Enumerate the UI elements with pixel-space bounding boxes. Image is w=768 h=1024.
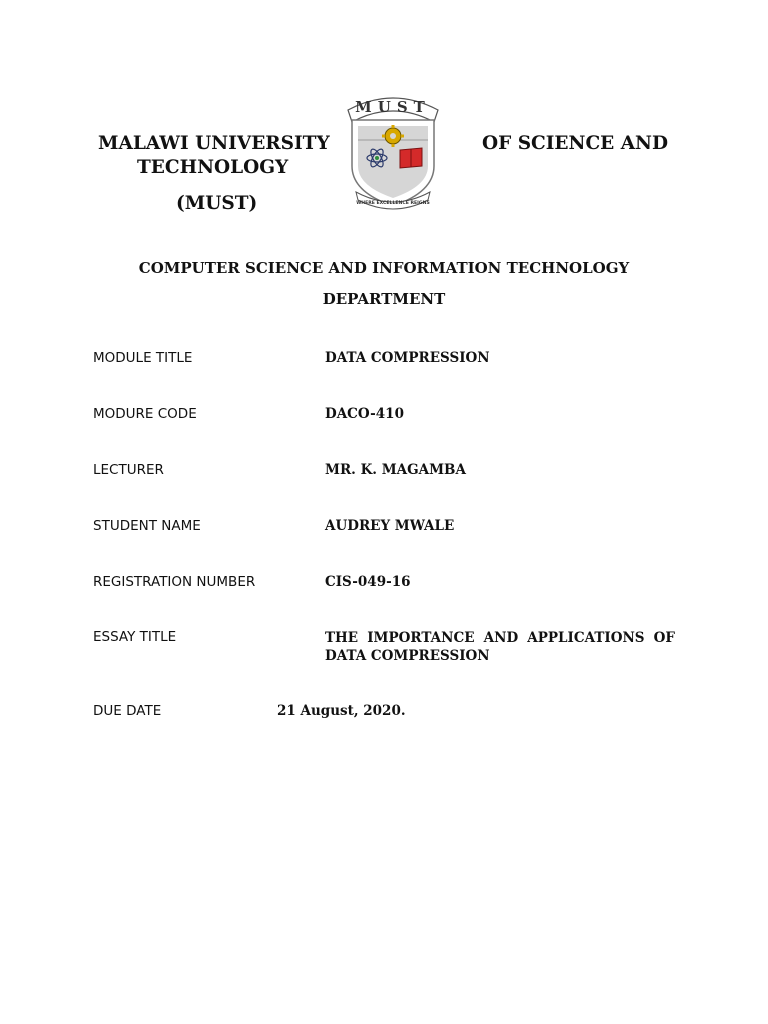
must-crest-icon <box>334 88 452 216</box>
university-name-line1: MALAWI UNIVERSITY <box>98 133 330 154</box>
essay-title-label: ESSAY TITLE <box>93 629 177 645</box>
module-title-value: DATA COMPRESSION <box>325 350 490 366</box>
logo-motto-text: WHERE EXCELLENCE REIGNS <box>356 201 430 206</box>
essay-title-value: THE IMPORTANCE AND APPLICATIONS OF DATA COMPRESSION <box>325 630 675 664</box>
lecturer-value: MR. K. MAGAMBA <box>325 462 466 478</box>
registration-number-value: CIS-049-16 <box>325 574 411 590</box>
university-acronym: (MUST) <box>176 193 258 214</box>
lecturer-label: LECTURER <box>93 462 164 478</box>
university-name-line2: TECHNOLOGY <box>137 157 289 178</box>
university-name-line1-continued: OF SCIENCE AND <box>482 133 669 154</box>
university-logo <box>334 88 452 216</box>
module-code-label: MODURE CODE <box>93 406 197 422</box>
due-date-label: DUE DATE <box>93 703 162 719</box>
department-line2: DEPARTMENT <box>322 290 446 308</box>
due-date-value: 21 August, 2020. <box>277 703 406 719</box>
logo-must-text: MUST <box>355 98 431 116</box>
registration-number-label: REGISTRATION NUMBER <box>93 574 256 590</box>
module-title-label: MODULE TITLE <box>93 350 193 366</box>
department-line1: COMPUTER SCIENCE AND INFORMATION TECHNOLOGY <box>138 259 630 277</box>
student-name-value: AUDREY MWALE <box>325 518 455 534</box>
module-code-value: DACO-410 <box>325 406 404 422</box>
student-name-label: STUDENT NAME <box>93 518 201 534</box>
